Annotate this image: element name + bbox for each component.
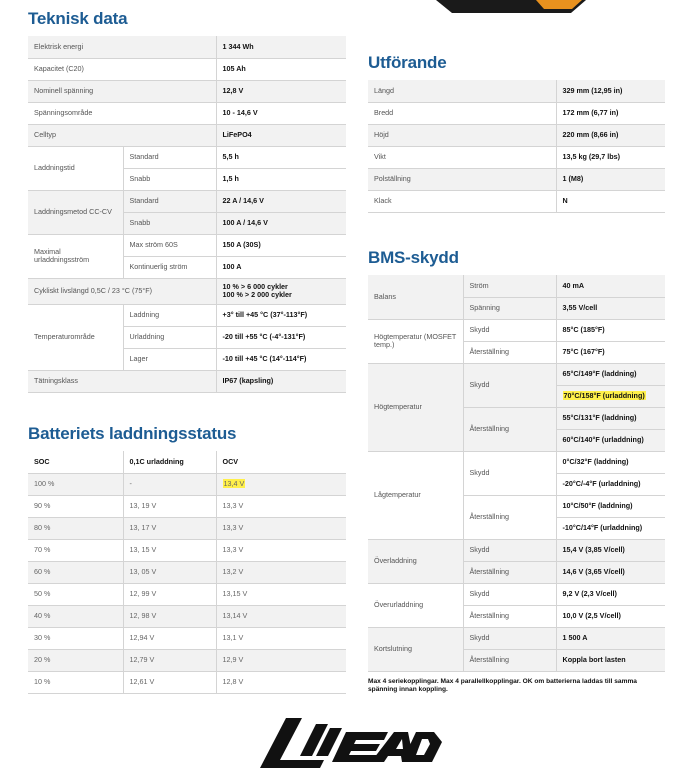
discharge-cell: 12,61 V [123,671,216,693]
ocv-cell: 12,8 V [216,671,346,693]
bms-title: BMS-skydd [368,248,459,267]
row-value: 9,2 V (2,3 V/cell) [556,583,665,605]
row-label: Kapacitet (C20) [34,63,84,73]
row-value: +3° till +45 °C (37°-113°F) [216,304,346,326]
table-row [368,80,665,102]
row-label: Klack [374,195,392,205]
group-label: Temperaturområde [28,304,123,370]
row-value: 1 (M8) [556,168,665,190]
soc-table [28,451,346,694]
battery-image [436,0,586,13]
sub-label: Ström [463,275,556,297]
row-value: 12,8 V [216,80,346,102]
table-row [28,649,346,671]
utforande-title: Utförande [368,53,447,72]
sub-label: Urladdning [123,326,216,348]
row-value: -10 till +45 °C (14°-114°F) [216,348,346,370]
table-row [368,451,665,473]
table-row [368,363,665,385]
discharge-cell: 13, 05 V [123,561,216,583]
ocv-cell: 13,3 V [216,495,346,517]
row-value: 14,6 V (3,65 V/cell) [556,561,665,583]
row-label: Tätningsklass [28,370,216,392]
table-row [28,234,346,256]
row-value: 1 500 A [556,627,665,649]
row-label: Polställning [368,168,556,190]
sub-label: Återställning [463,495,556,539]
row-value: 85°C (185°F) [556,319,665,341]
row-value: 15,4 V (3,85 V/cell) [556,539,665,561]
utforande-table [368,80,665,213]
row-value: 1,5 h [216,168,346,190]
table-row [28,370,346,392]
table-row [28,80,346,102]
table-row [28,102,346,124]
sub-label: Skydd [463,539,556,561]
cycle-value-1: 10 % > 6 000 cykler [222,281,288,291]
sub-label: Skydd [463,319,556,341]
group-label: Maximal urladdningsström [28,234,123,278]
bms-table [368,275,665,672]
table-row [28,190,346,212]
table-row [28,146,346,168]
row-value: 100 A [216,256,346,278]
discharge-cell: 12,79 V [123,649,216,671]
header-ocv: OCV [216,451,346,473]
sub-label: Skydd [463,583,556,605]
table-row [28,583,346,605]
row-value: 75°C (167°F) [556,341,665,363]
row-label: Nominell spänning [28,80,216,102]
group-label: Lågtemperatur [368,451,463,539]
table-row [28,278,346,304]
row-label: Spänningsområde [34,107,93,117]
row-value: 1 344 Wh [216,36,346,58]
group-label: Laddningstid [28,146,123,190]
table-row [368,190,665,212]
ocv-cell: 13,14 V [216,605,346,627]
table-row [28,58,346,80]
row-value [216,278,346,304]
row-value: 172 mm (6,77 in) [556,102,665,124]
table-row [28,495,346,517]
table-row [368,583,665,605]
cycle-value-2: 100 % > 2 000 cykler [222,290,292,299]
table-row [368,539,665,561]
row-value: 329 mm (12,95 in) [556,80,665,102]
sub-label: Återställning [463,605,556,627]
sub-label: Återställning [463,649,556,671]
soc-cell: 10 % [34,676,51,686]
footnote: Max 4 seriekopplingar. Max 4 parallellkopplingar. OK om batterierna laddas till samma spänning innan koppling. [368,678,637,694]
discharge-cell: 13, 15 V [123,539,216,561]
group-label: Laddningsmetod CC-CV [28,190,123,234]
ocv-highlight: 13,4 V [223,478,245,488]
row-value: 40 mA [556,275,665,297]
group-label: Högtemperatur [368,363,463,451]
row-label: Elektrisk energi [28,36,216,58]
table-row [28,561,346,583]
sub-label: Skydd [463,363,556,407]
table-row [368,102,665,124]
row-value: 65°C/149°F (laddning) [556,363,665,385]
teknisk-table [28,36,346,393]
sub-label: Lager [123,348,216,370]
ocv-cell: 13,2 V [216,561,346,583]
table-row [368,146,665,168]
table-row [28,473,346,495]
group-label: Överladdning [368,539,463,583]
row-value: Koppla bort lasten [556,649,665,671]
table-row [28,671,346,693]
soc-cell: 50 % [34,588,51,598]
row-value: 150 A (30S) [216,234,346,256]
highlighted-value: 70°C/158°F (urladdning) [563,390,645,400]
sub-label: Återställning [463,561,556,583]
row-label: Bredd [374,107,394,117]
sub-label: Spänning [463,297,556,319]
discharge-cell: 12,94 V [123,627,216,649]
table-row [368,168,665,190]
ocv-cell: 12,9 V [216,649,346,671]
soc-cell: 90 % [34,500,51,510]
ocv-cell: 13,3 V [216,539,346,561]
sub-label: Skydd [463,627,556,649]
row-value: 60°C/140°F (urladdning) [556,429,665,451]
row-label: Vikt [374,151,386,161]
ocv-cell: 13,15 V [216,583,346,605]
table-row [28,605,346,627]
table-row [28,36,346,58]
teknisk-title: Teknisk data [28,9,128,28]
row-value: -20 till +55 °C (-4°-131°F) [216,326,346,348]
row-value: LiFePO4 [216,124,346,146]
row-value [556,385,665,407]
sub-label: Snabb [123,168,216,190]
table-row [28,304,346,326]
row-value: 22 A / 14,6 V [216,190,346,212]
row-value: 13,5 kg (29,7 lbs) [556,146,665,168]
row-label: Längd [368,80,556,102]
discharge-cell: - [123,473,216,495]
table-row [368,124,665,146]
row-value: 0°C/32°F (laddning) [556,451,665,473]
row-value: 220 mm (8,66 in) [556,124,665,146]
table-row [368,275,665,297]
discharge-cell: 13, 19 V [123,495,216,517]
row-value: 3,55 V/cell [556,297,665,319]
sub-label: Skydd [463,451,556,495]
row-value: -10°C/14°F (urladdning) [556,517,665,539]
row-label: Celltyp [28,124,216,146]
sub-label: Snabb [123,212,216,234]
row-value: 10,0 V (2,5 V/cell) [556,605,665,627]
sub-label: Standard [123,146,216,168]
table-row [28,124,346,146]
row-value: 105 Ah [216,58,346,80]
row-value: 10°C/50°F (laddning) [556,495,665,517]
table-row [368,627,665,649]
sub-label: Standard [123,190,216,212]
table-row [28,539,346,561]
row-value: N [556,190,665,212]
group-label: Kortslutning [368,627,463,671]
row-label: Cykliskt livslängd 0,5C / 23 °C (75°F) [28,278,216,304]
discharge-cell: 12, 98 V [123,605,216,627]
ocv-cell: 13,3 V [216,517,346,539]
row-value: 10 - 14,6 V [216,102,346,124]
header-discharge: 0,1C urladdning [123,451,216,473]
ocv-cell [216,473,346,495]
sub-label: Laddning [123,304,216,326]
discharge-cell: 12, 99 V [123,583,216,605]
soc-cell: 40 % [28,605,123,627]
soc-cell: 60 % [28,561,123,583]
table-row [368,319,665,341]
row-value: -20°C/-4°F (urladdning) [556,473,665,495]
group-label: Överurladdning [368,583,463,627]
soc-title: Batteriets laddningsstatus [28,424,237,443]
soc-cell: 100 % [28,473,123,495]
row-value: IP67 (kapsling) [216,370,346,392]
table-row [28,627,346,649]
sub-label: Återställning [463,407,556,451]
soc-cell: 30 % [34,632,51,642]
sub-label: Max ström 60S [123,234,216,256]
header-soc: SOC [34,456,50,466]
row-value: 5,5 h [216,146,346,168]
table-row [28,517,346,539]
group-label: Balans [368,275,463,319]
sub-label: Kontinuerlig ström [123,256,216,278]
group-label: Högtemperatur (MOSFET temp.) [368,319,463,363]
row-value: 55°C/131°F (laddning) [556,407,665,429]
ocv-cell: 13,1 V [216,627,346,649]
row-value: 100 A / 14,6 V [216,212,346,234]
table-header-row [28,451,346,473]
discharge-cell: 13, 17 V [123,517,216,539]
soc-cell: 80 % [28,517,123,539]
sub-label: Återställning [463,341,556,363]
lilead-logo [256,714,442,769]
row-label: Höjd [368,124,556,146]
soc-cell: 20 % [28,649,123,671]
soc-cell: 70 % [34,544,51,554]
